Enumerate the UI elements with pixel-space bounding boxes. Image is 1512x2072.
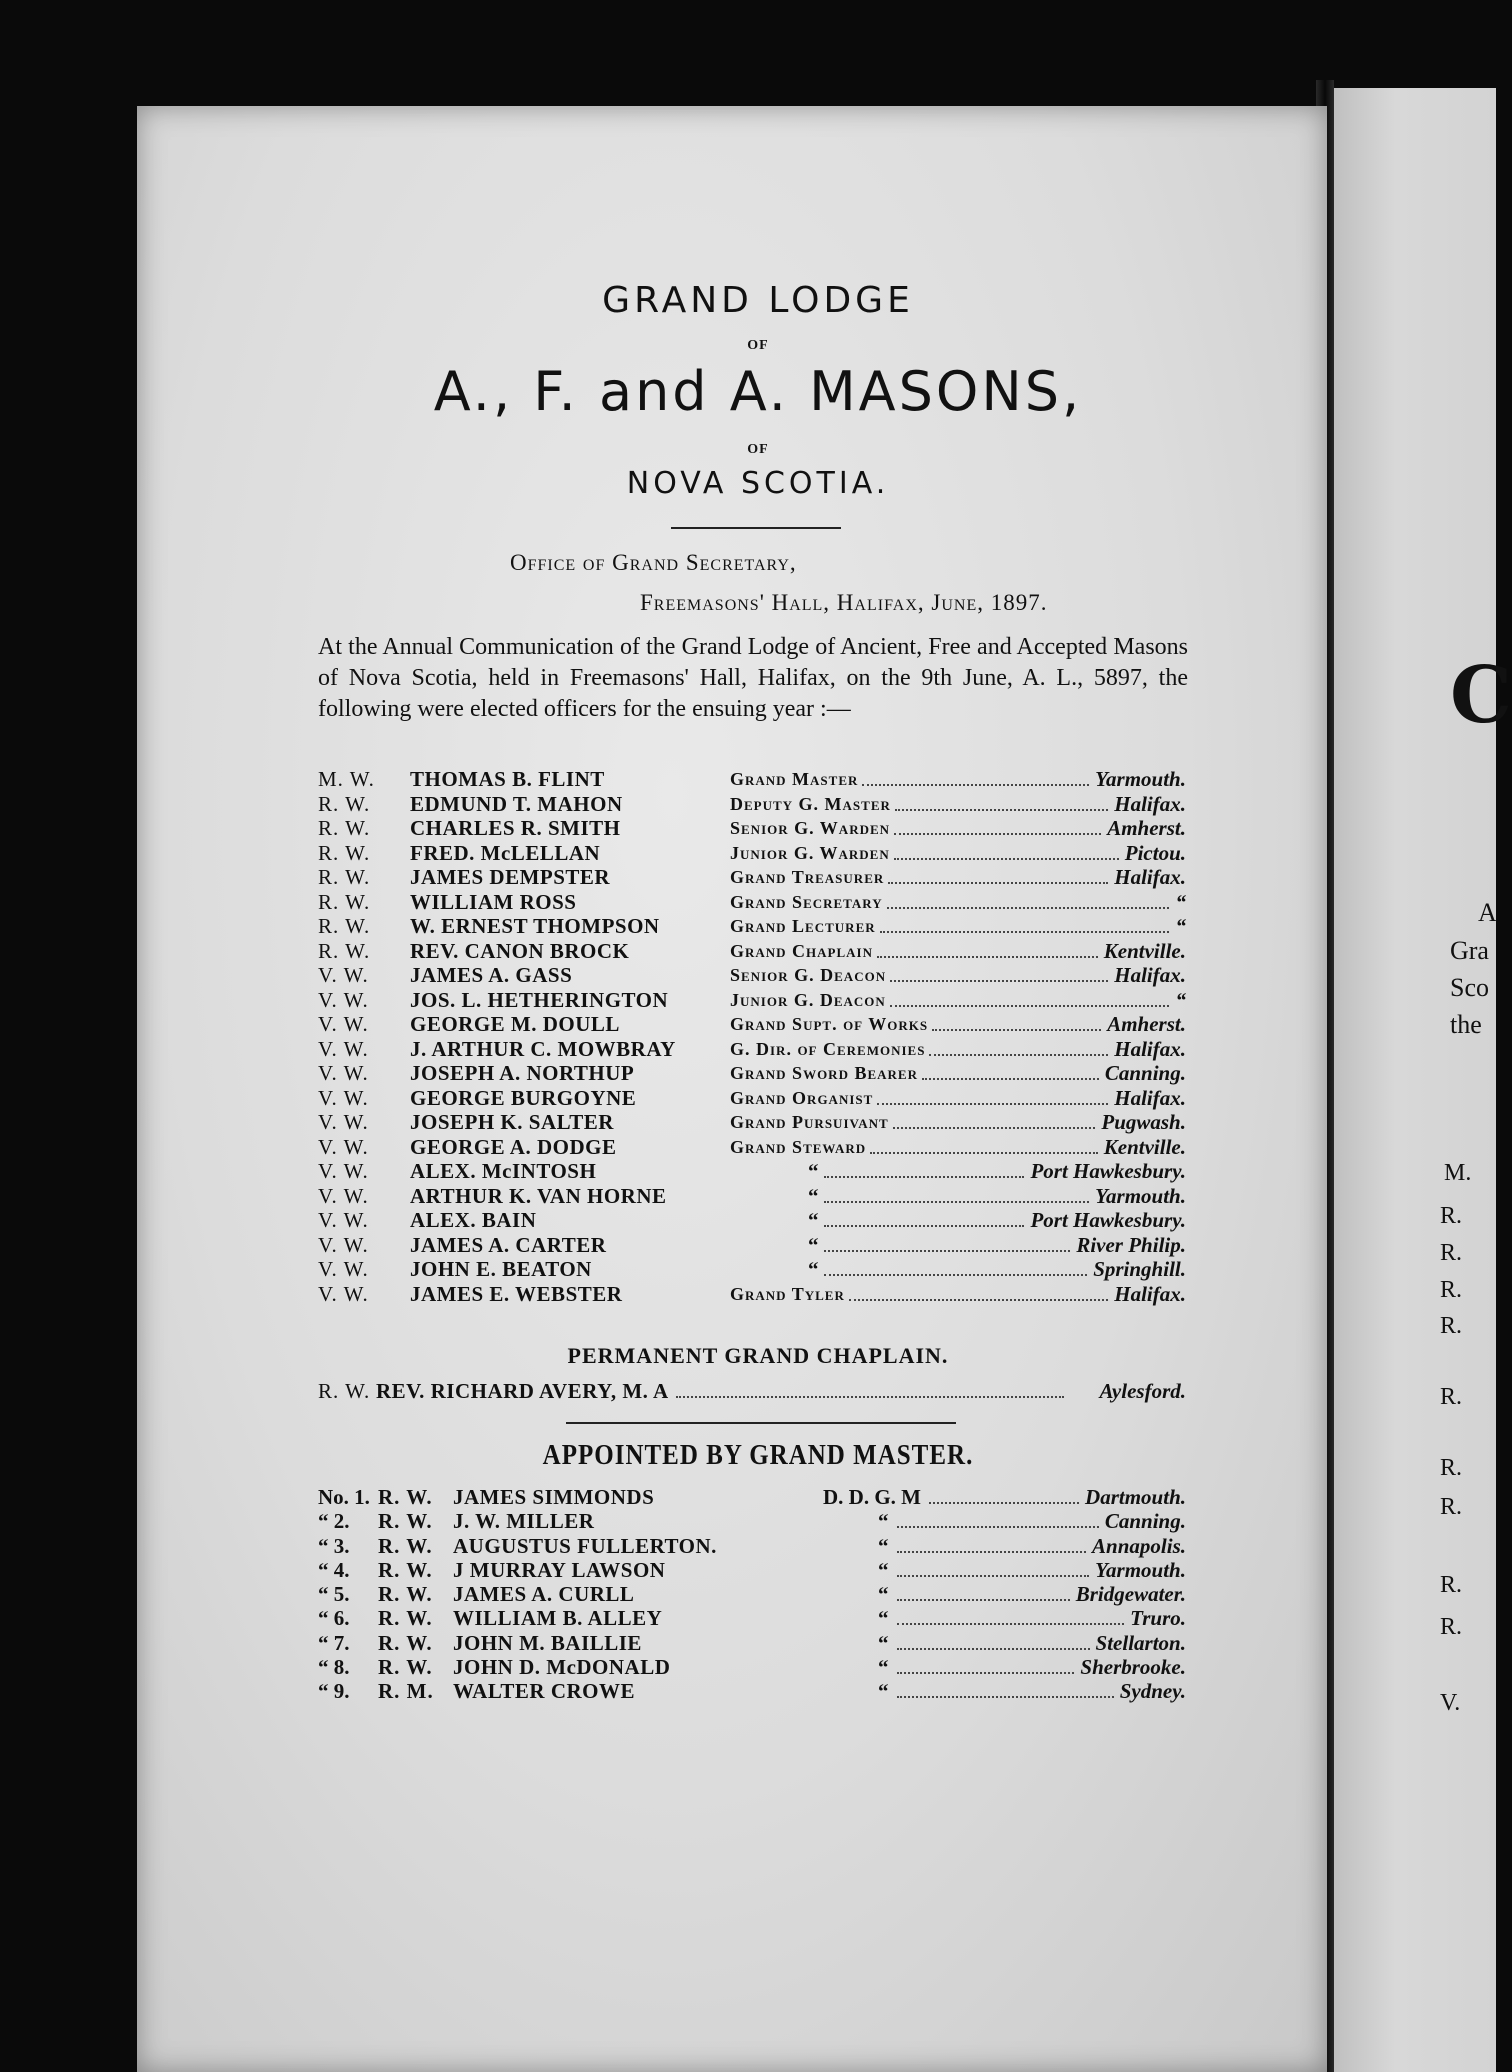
leader-dots <box>894 833 1101 835</box>
leader-dots <box>893 1127 1095 1129</box>
appointed-row <box>318 1582 1186 1606</box>
leader-dots <box>824 1274 1087 1276</box>
leader-dots <box>862 784 1089 786</box>
appointed-title: “ <box>878 1606 889 1631</box>
appointed-rank: R. W. <box>378 1557 433 1582</box>
appointed-name: WILLIAM B. ALLEY <box>453 1606 663 1631</box>
officer-office: Grand Master <box>730 769 859 789</box>
officer-rank: V. W. <box>318 1012 369 1036</box>
officer-office: “ <box>808 1257 820 1281</box>
facing-line: A <box>1478 898 1497 927</box>
appointed-title: “ <box>878 1582 889 1607</box>
officer-row <box>318 1282 1186 1307</box>
officer-office: Grand Supt. of Works <box>730 1014 929 1034</box>
officer-name: JAMES A. CARTER <box>410 1232 607 1257</box>
appointed-place: Sydney. <box>1119 1679 1186 1704</box>
officer-place: Canning. <box>1104 1061 1186 1085</box>
facing-rank: R. <box>1440 1614 1463 1640</box>
leader-dots <box>897 1599 1070 1601</box>
leader-dots <box>897 1623 1124 1625</box>
appointed-rule <box>566 1422 956 1424</box>
officer-name: JAMES E. WEBSTER <box>410 1281 623 1306</box>
appointed-list <box>318 1485 1186 1704</box>
appointed-row <box>318 1558 1186 1582</box>
officer-rank: R. W. <box>318 840 371 865</box>
officer-rank: V. W. <box>318 1232 369 1257</box>
facing-rank: M. <box>1444 1160 1472 1186</box>
leader-dots <box>894 858 1119 860</box>
officer-row <box>318 988 1186 1013</box>
appointed-title: “ <box>878 1509 889 1534</box>
officer-office: Senior G. Warden <box>730 818 891 838</box>
leader-dots <box>887 907 1169 909</box>
leader-dots <box>877 956 1098 958</box>
officer-row <box>318 1135 1186 1160</box>
leader-dots <box>824 1201 1089 1203</box>
officer-row <box>318 1012 1186 1037</box>
leader-dots <box>888 882 1108 884</box>
officer-office: Grand Organist <box>730 1087 874 1108</box>
appointed-row <box>318 1679 1186 1703</box>
officer-place: Yarmouth. <box>1095 1183 1186 1208</box>
officer-place: Halifax. <box>1114 963 1186 987</box>
officer-row <box>318 1159 1186 1184</box>
officer-office: “ <box>808 1208 820 1232</box>
appointed-name: JOHN D. McDONALD <box>453 1655 671 1680</box>
officer-place: “ <box>1175 987 1186 1012</box>
officer-row <box>318 1257 1186 1282</box>
appointed-rank: R. W. <box>378 1509 433 1534</box>
leader-dots <box>897 1526 1099 1528</box>
appointed-number: “ 9. <box>318 1679 350 1704</box>
officer-rank: V. W. <box>318 1061 369 1085</box>
officer-rank: V. W. <box>318 1036 369 1061</box>
appointed-name: WALTER CROWE <box>453 1679 636 1704</box>
appointed-place: Stellarton. <box>1095 1630 1186 1655</box>
facing-rank: R. <box>1440 1494 1463 1520</box>
appointed-place: Annapolis. <box>1092 1533 1186 1558</box>
appointed-row <box>318 1655 1186 1679</box>
officer-row <box>318 1208 1186 1233</box>
appointed-rank: R. W. <box>378 1655 433 1680</box>
officer-rank: V. W. <box>318 1183 369 1208</box>
leader-dots <box>890 1005 1169 1007</box>
officer-row <box>318 890 1186 915</box>
permanent-rank: R. W. <box>318 1379 371 1403</box>
officer-rank: M. W. <box>318 767 375 791</box>
officer-name: JAMES A. GASS <box>410 963 573 987</box>
leader-dots <box>824 1176 1024 1178</box>
officer-rank: R. W. <box>318 816 371 840</box>
appointed-place: Dartmouth. <box>1085 1485 1186 1509</box>
officer-name: JOS. L. HETHERINGTON <box>410 987 669 1012</box>
appointed-title: “ <box>878 1533 889 1558</box>
office-line-2: Freemasons' Hall, Halifax, June, 1897. <box>640 590 1048 615</box>
officer-place: Amherst. <box>1107 816 1186 840</box>
appointed-rank: R. W. <box>378 1606 433 1631</box>
officer-rank: R. W. <box>318 791 371 816</box>
officer-place: Halifax. <box>1114 1036 1186 1061</box>
officer-rank: R. W. <box>318 889 371 914</box>
leader-dots <box>929 1054 1108 1056</box>
appointed-name: AUGUSTUS FULLERTON. <box>453 1533 717 1558</box>
officer-row <box>318 865 1186 890</box>
leader-dots <box>880 931 1169 933</box>
appointed-number: “ 8. <box>318 1655 350 1680</box>
officer-office: Grand Pursuivant <box>730 1112 889 1132</box>
officer-rank: R. W. <box>318 865 371 889</box>
permanent-leader-dots <box>676 1396 1064 1398</box>
leader-dots <box>932 1029 1101 1031</box>
officer-row <box>318 914 1186 939</box>
facing-line: the <box>1450 1010 1482 1039</box>
header-rule <box>671 527 841 529</box>
leader-dots <box>897 1672 1074 1674</box>
officer-name: CHARLES R. SMITH <box>410 816 621 840</box>
officer-rank: R. W. <box>318 938 371 963</box>
appointed-title: D. D. G. M <box>823 1485 921 1509</box>
officer-name: WILLIAM ROSS <box>410 889 577 914</box>
permanent-place: Aylesford. <box>1099 1379 1186 1403</box>
facing-line: Gra <box>1450 936 1489 965</box>
appointed-place: Yarmouth. <box>1095 1557 1186 1582</box>
officer-office: Grand Lecturer <box>730 916 876 936</box>
officer-place: Halifax. <box>1114 1281 1186 1306</box>
officer-place: Pictou. <box>1124 840 1186 865</box>
officer-rank: V. W. <box>318 987 369 1012</box>
appointed-name: JAMES A. CURLL <box>453 1582 635 1607</box>
appointed-name: J MURRAY LAWSON <box>453 1557 666 1582</box>
officer-name: THOMAS B. FLINT <box>410 767 605 791</box>
appointed-rank: R. M. <box>378 1679 434 1704</box>
officer-office: Grand Secretary <box>730 891 883 912</box>
officer-office: Grand Sword Bearer <box>730 1063 918 1083</box>
leader-dots <box>824 1225 1024 1227</box>
officer-office: Grand Treasurer <box>730 867 885 887</box>
officer-office: “ <box>808 1232 820 1257</box>
officer-place: “ <box>1175 914 1186 938</box>
facing-rank: R. <box>1440 1455 1463 1481</box>
appointed-place: Truro. <box>1130 1606 1186 1631</box>
officer-place: Kentville. <box>1103 938 1186 963</box>
officer-place: Yarmouth. <box>1095 767 1186 791</box>
officer-name: EDMUND T. MAHON <box>410 791 623 816</box>
appointed-row <box>318 1485 1186 1509</box>
facing-gothic-initial: C <box>1450 650 1512 741</box>
permanent-chaplain-row <box>318 1379 1186 1405</box>
leader-dots <box>929 1502 1079 1504</box>
facing-rank: R. <box>1440 1572 1463 1598</box>
leader-dots <box>870 1152 1098 1154</box>
appointed-row <box>318 1509 1186 1533</box>
officer-name: GEORGE BURGOYNE <box>410 1085 637 1110</box>
officer-rank: V. W. <box>318 1281 369 1306</box>
officer-place: Amherst. <box>1107 1012 1186 1036</box>
appointed-row <box>318 1534 1186 1558</box>
officer-rank: V. W. <box>318 1159 369 1183</box>
appointed-heading: APPOINTED BY GRAND MASTER. <box>542 1439 974 1471</box>
leader-dots <box>897 1575 1089 1577</box>
leader-dots <box>897 1696 1114 1698</box>
leader-dots <box>890 980 1108 982</box>
officer-row <box>318 963 1186 988</box>
officer-row <box>318 1037 1186 1062</box>
appointed-number: “ 3. <box>318 1533 350 1558</box>
officer-row <box>318 767 1186 792</box>
officer-row <box>318 1086 1186 1111</box>
leader-dots <box>824 1250 1070 1252</box>
officer-place: Halifax. <box>1114 1085 1186 1110</box>
appointed-rank: R. W. <box>378 1485 433 1509</box>
officer-place: Kentville. <box>1103 1134 1186 1159</box>
appointed-number: No. 1. <box>318 1485 370 1509</box>
facing-rank: R. <box>1440 1277 1463 1303</box>
officer-office: Grand Steward <box>730 1136 867 1157</box>
officer-rank: V. W. <box>318 1110 369 1134</box>
officer-name: J. ARTHUR C. MOWBRAY <box>410 1036 676 1061</box>
appointed-number: “ 6. <box>318 1606 350 1631</box>
facing-rank: R. <box>1440 1384 1463 1410</box>
leader-dots <box>877 1103 1108 1105</box>
officer-rank: R. W. <box>318 914 371 938</box>
officer-name: REV. CANON BROCK <box>410 938 630 963</box>
officer-row <box>318 1061 1186 1086</box>
officer-name: GEORGE A. DODGE <box>410 1134 617 1159</box>
officer-name: JOSEPH K. SALTER <box>410 1110 614 1134</box>
facing-rank: R. <box>1440 1240 1463 1266</box>
officer-place: River Philip. <box>1076 1232 1186 1257</box>
leader-dots <box>849 1299 1108 1301</box>
permanent-heading: PERMANENT GRAND CHAPLAIN. <box>567 1343 949 1368</box>
officer-place: Halifax. <box>1114 865 1186 889</box>
officer-office: Senior G. Deacon <box>730 965 887 985</box>
appointed-rank: R. W. <box>378 1533 433 1558</box>
title-of-2: OF <box>747 442 769 457</box>
officer-row <box>318 1110 1186 1135</box>
officer-rank: V. W. <box>318 1257 369 1281</box>
officer-office: “ <box>808 1183 820 1208</box>
appointed-title: “ <box>878 1630 889 1655</box>
appointed-name: J. W. MILLER <box>453 1509 595 1534</box>
appointed-number: “ 4. <box>318 1557 350 1582</box>
appointed-name: JAMES SIMMONDS <box>453 1485 655 1509</box>
officer-office: Grand Tyler <box>730 1283 845 1304</box>
appointed-number: “ 5. <box>318 1582 350 1607</box>
leader-dots <box>922 1078 1099 1080</box>
appointed-row <box>318 1631 1186 1655</box>
appointed-title: “ <box>878 1679 889 1704</box>
officer-row <box>318 816 1186 841</box>
appointed-rank: R. W. <box>378 1582 433 1607</box>
leader-dots <box>895 809 1108 811</box>
facing-rank: R. <box>1440 1313 1463 1339</box>
officer-rank: V. W. <box>318 1208 369 1232</box>
facing-rank: V. <box>1440 1690 1461 1716</box>
officer-office: G. Dir. of Ceremonies <box>730 1038 926 1059</box>
officer-place: Port Hawkesbury. <box>1030 1159 1186 1183</box>
leader-dots <box>897 1648 1090 1650</box>
appointed-rank: R. W. <box>378 1630 433 1655</box>
officer-row <box>318 1184 1186 1209</box>
officer-row <box>318 1233 1186 1258</box>
title-nova-scotia: NOVA SCOTIA. <box>626 466 890 501</box>
appointed-name: JOHN M. BAILLIE <box>453 1630 642 1655</box>
officer-name: GEORGE M. DOULL <box>410 1012 620 1036</box>
officer-name: ALEX. BAIN <box>410 1208 537 1232</box>
title-masons: A., F. and A. MASONS, <box>433 360 1083 423</box>
appointed-place: Bridgewater. <box>1075 1582 1186 1607</box>
officer-place: Springhill. <box>1093 1257 1186 1281</box>
officer-place: “ <box>1175 889 1186 914</box>
officer-rank: V. W. <box>318 1085 369 1110</box>
appointed-title: “ <box>878 1557 889 1582</box>
officer-rank: V. W. <box>318 963 369 987</box>
officer-place: Halifax. <box>1114 791 1186 816</box>
appointed-place: Canning. <box>1104 1509 1186 1534</box>
officer-office: Grand Chaplain <box>730 940 873 961</box>
appointed-place: Sherbrooke. <box>1080 1655 1186 1680</box>
leader-dots <box>897 1551 1086 1553</box>
facing-page <box>1328 88 1496 2072</box>
officer-place: Port Hawkesbury. <box>1030 1208 1186 1232</box>
intro-paragraph: At the Annual Communication of the Grand Lodge of Ancient, Free and Accepted Masons of Nova Scotia, held in Freemasons' Hall, Halifax, on the 9th June, A. L., 5897, the following were elected officers for the ensuing year :— <box>318 634 1188 722</box>
officer-office: “ <box>808 1159 820 1183</box>
officer-place: Pugwash. <box>1101 1110 1186 1134</box>
title-of-1: OF <box>747 338 769 353</box>
officer-row <box>318 792 1186 817</box>
officer-name: JOSEPH A. NORTHUP <box>410 1061 635 1085</box>
appointed-number: “ 2. <box>318 1509 350 1534</box>
title-grand-lodge: GRAND LODGE <box>602 280 914 321</box>
officer-name: W. ERNEST THOMPSON <box>410 914 660 938</box>
officer-name: JOHN E. BEATON <box>410 1257 592 1281</box>
appointed-number: “ 7. <box>318 1630 350 1655</box>
officer-office: Junior G. Deacon <box>730 989 886 1010</box>
officer-row <box>318 939 1186 964</box>
permanent-name: REV. RICHARD AVERY, M. A <box>376 1379 669 1403</box>
officer-name: FRED. McLELLAN <box>410 840 601 865</box>
officers-list <box>318 767 1186 1306</box>
officer-row <box>318 841 1186 866</box>
appointed-row <box>318 1606 1186 1630</box>
facing-rank: R. <box>1440 1203 1463 1229</box>
officer-name: ARTHUR K. VAN HORNE <box>410 1183 667 1208</box>
appointed-title: “ <box>878 1655 889 1680</box>
officer-name: JAMES DEMPSTER <box>410 865 611 889</box>
officer-office: Junior G. Warden <box>730 842 890 863</box>
officer-office: Deputy G. Master <box>730 793 891 814</box>
officer-name: ALEX. McINTOSH <box>410 1159 597 1183</box>
facing-line: Sco <box>1450 973 1489 1002</box>
officer-rank: V. W. <box>318 1134 369 1159</box>
office-line-1: Office of Grand Secretary, <box>510 550 797 575</box>
